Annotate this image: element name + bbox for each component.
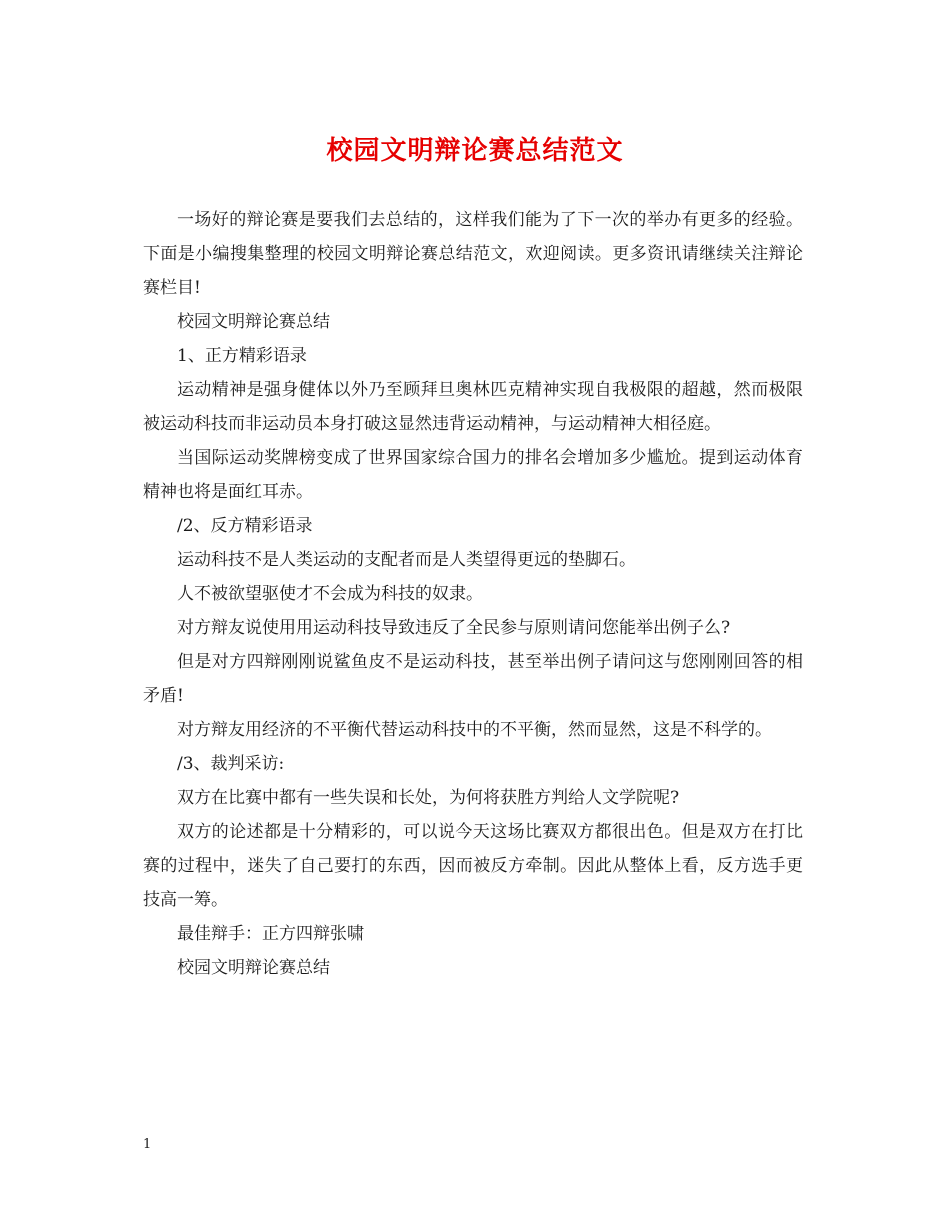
paragraph: 运动科技不是人类运动的支配者而是人类望得更远的垫脚石。 xyxy=(177,550,636,570)
paragraph-intro: 一场好的辩论赛是要我们去总结的，这样我们能为了下一次的举办有更多的经验。下面是小编搜集整理的校园文明辩论赛总结范文，欢迎阅读。更多资讯请继续关注辩论赛栏目! xyxy=(143,210,803,298)
paragraph-section-heading: 校园文明辩论赛总结 xyxy=(177,312,330,332)
paragraph-negative-heading: /2、反方精彩语录 xyxy=(177,516,313,536)
paragraph: 双方的论述都是十分精彩的，可以说今天这场比赛双方都很出色。但是双方在打比赛的过程中，迷失了自己要打的东西，因而被反方牵制。因此从整体上看，反方选手更技高一筹。 xyxy=(143,822,803,910)
paragraph-section-heading: 校园文明辩论赛总结 xyxy=(177,958,330,978)
paragraph: 当国际运动奖牌榜变成了世界国家综合国力的排名会增加多少尴尬。提到运动体育精神也将是面红耳赤。 xyxy=(143,448,803,502)
paragraph: 人不被欲望驱使才不会成为科技的奴隶。 xyxy=(177,584,483,604)
document-body xyxy=(143,203,803,985)
paragraph: 运动精神是强身健体以外乃至顾拜旦奥林匹克精神实现自我极限的超越，然而极限被运动科技而非运动员本身打破这显然违背运动精神，与运动精神大相径庭。 xyxy=(143,380,803,434)
paragraph-judge-heading: /3、裁判采访: xyxy=(177,754,285,774)
paragraph-affirmative-heading: 1、正方精彩语录 xyxy=(177,346,307,366)
paragraph: 对方辩友用经济的不平衡代替运动科技中的不平衡，然而显然，这是不科学的。 xyxy=(177,720,772,740)
document-title: 校园文明辩论赛总结范文 xyxy=(326,136,624,166)
paragraph: 双方在比赛中都有一些失误和长处，为何将获胜方判给人文学院呢? xyxy=(177,788,680,808)
paragraph-best-debater: 最佳辩手：正方四辩张啸 xyxy=(177,924,364,944)
paragraph: 对方辩友说使用用运动科技导致违反了全民参与原则请问您能举出例子么? xyxy=(177,618,731,638)
paragraph: 但是对方四辩刚刚说鲨鱼皮不是运动科技，甚至举出例子请问这与您刚刚回答的相矛盾! xyxy=(143,652,803,706)
page-number: 1 xyxy=(143,1137,152,1152)
